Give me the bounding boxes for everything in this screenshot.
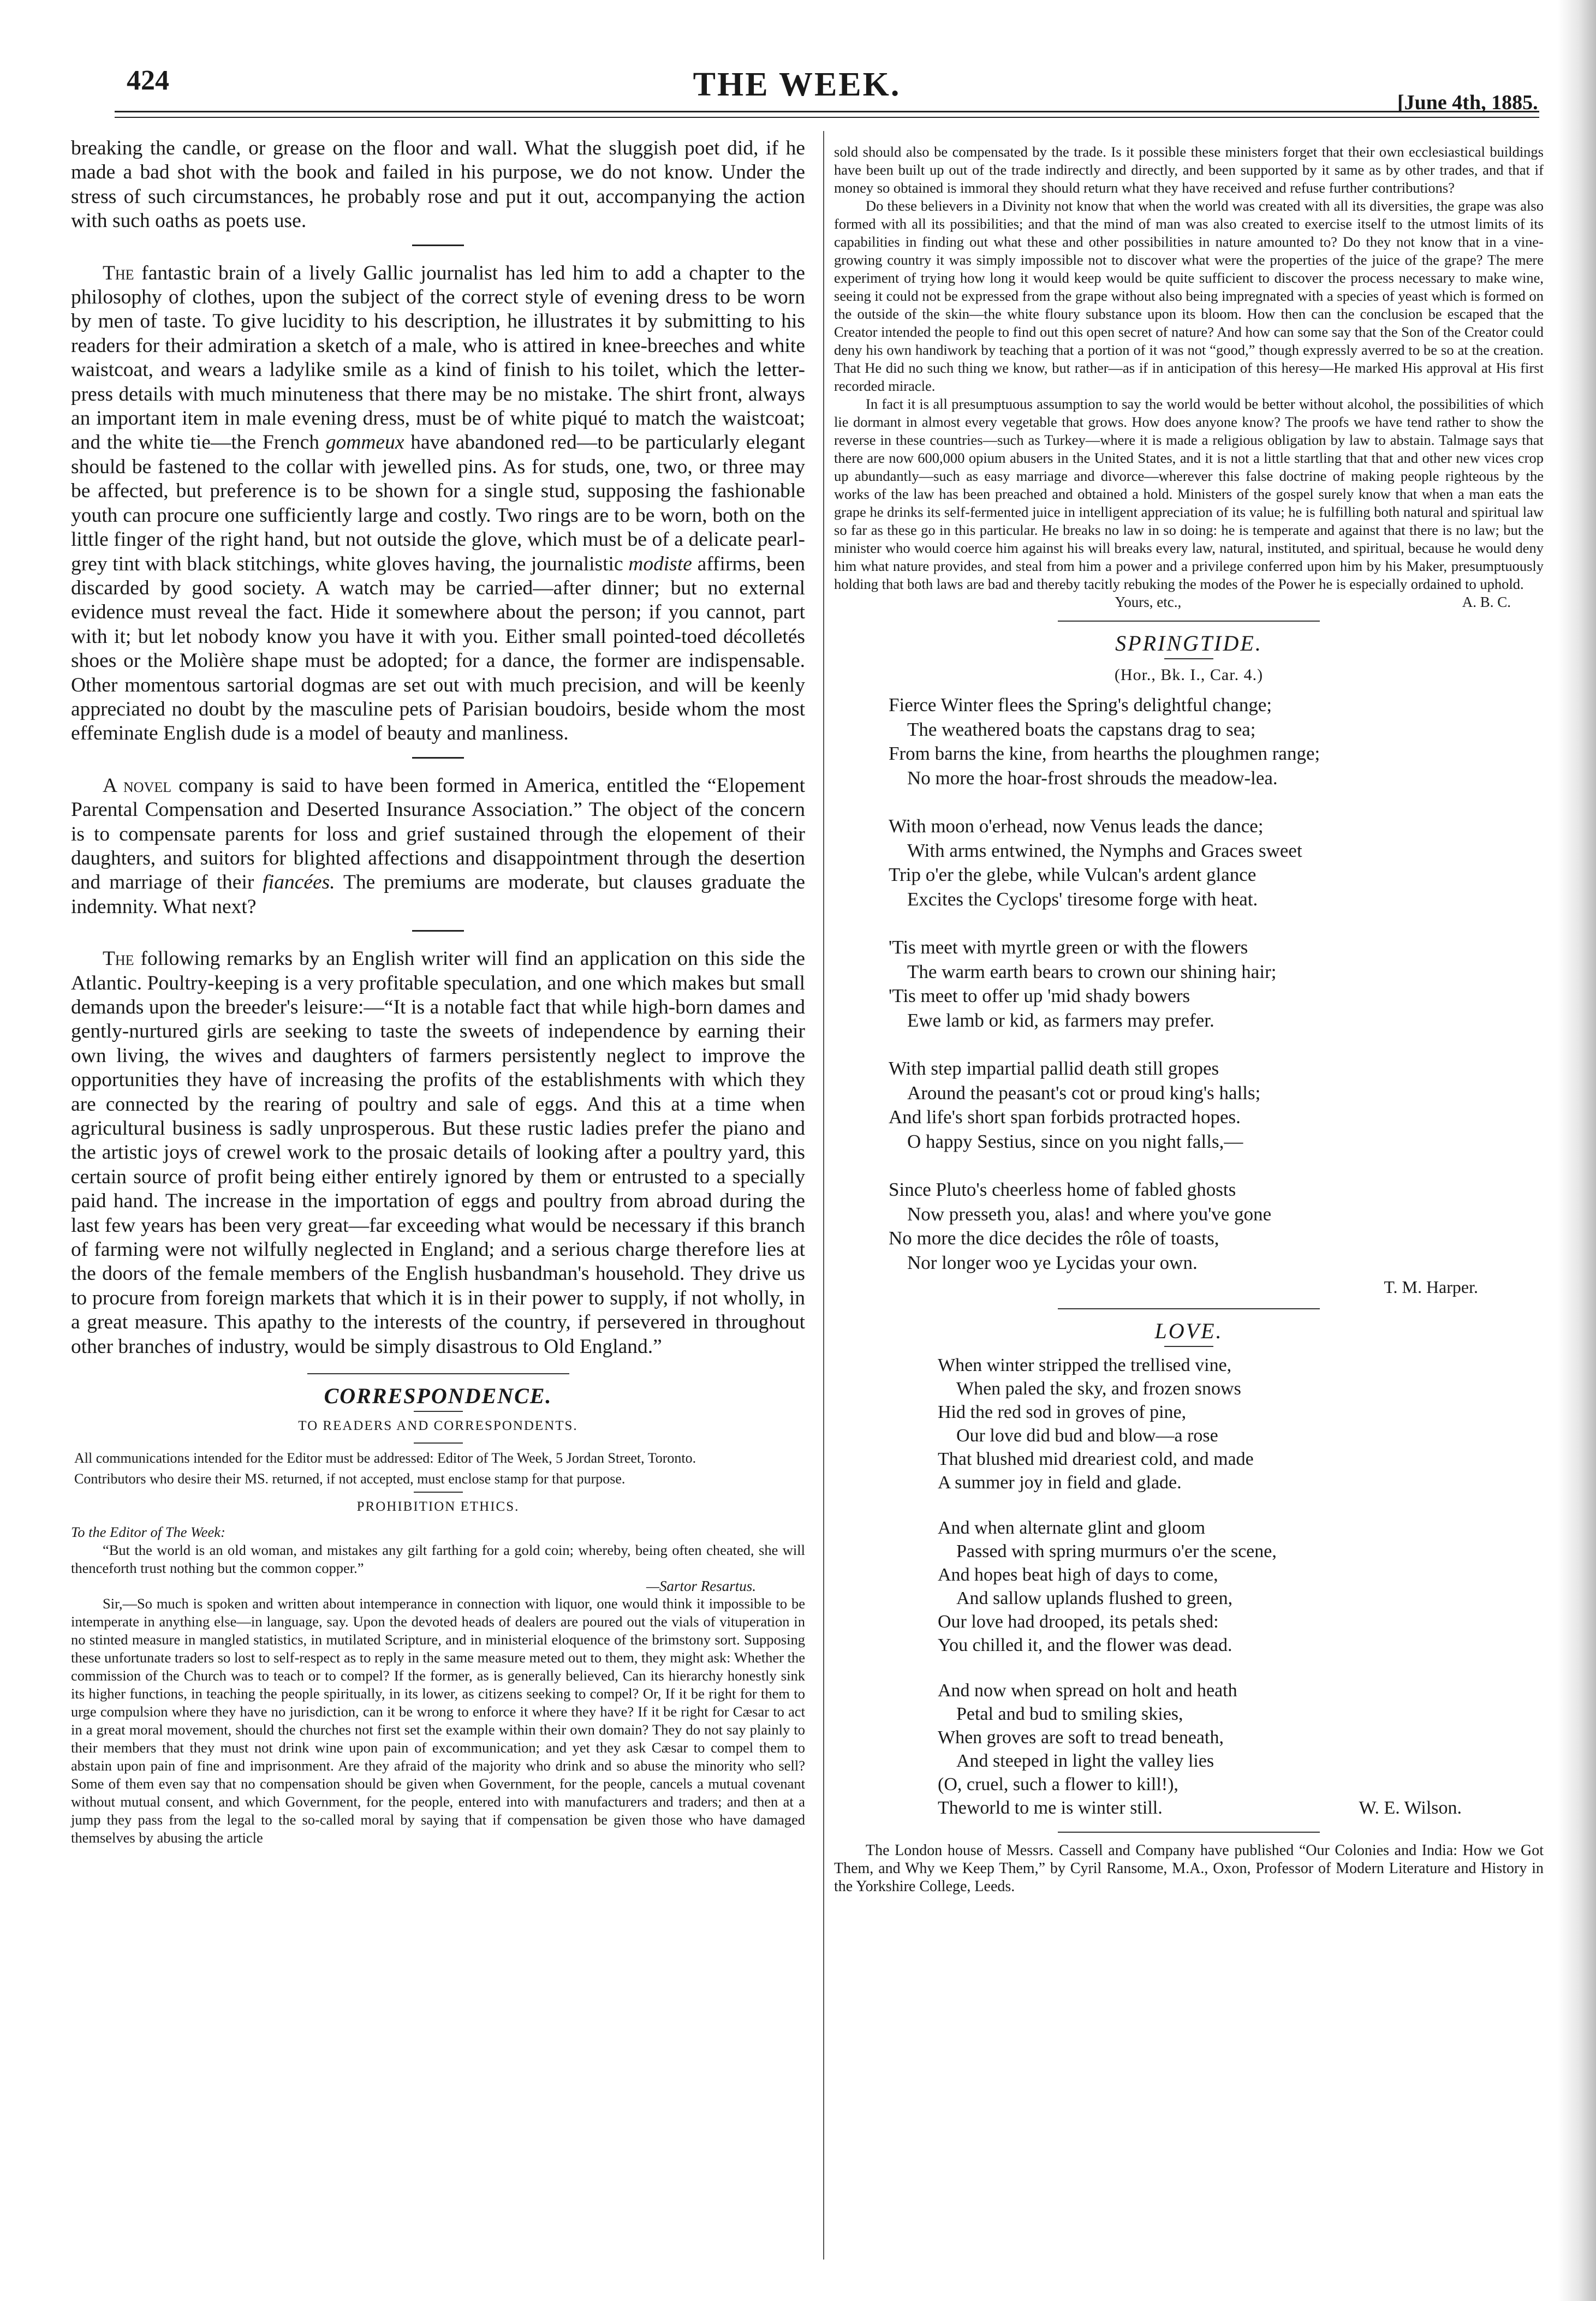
poem-line: Passed with spring murmurs o'er the scene, bbox=[956, 1541, 1277, 1561]
signoff-yours: Yours, etc., bbox=[1115, 594, 1182, 610]
poem-line: And life's short span forbids protracted hopes. bbox=[889, 1106, 1241, 1128]
poem-stanza bbox=[889, 935, 1544, 1033]
column-divider bbox=[823, 131, 824, 2260]
section-separator bbox=[412, 245, 464, 246]
letter-signoff bbox=[834, 593, 1544, 611]
lead-word: A novel bbox=[103, 774, 172, 797]
poem-line: And when alternate glint and gloom bbox=[938, 1518, 1206, 1538]
poem-line: With moon o'erhead, now Venus leads the dance; bbox=[889, 815, 1264, 837]
correspondence-rule bbox=[307, 1373, 569, 1374]
poem-line: With arms entwined, the Nymphs and Graces sweet bbox=[907, 839, 1302, 861]
poem-stanza bbox=[889, 693, 1544, 790]
poem-line: Now presseth you, alas! and where you've gone bbox=[907, 1203, 1272, 1225]
header-rule bbox=[115, 111, 1539, 112]
poem-line: You chilled it, and the flower was dead. bbox=[938, 1635, 1232, 1655]
section-separator bbox=[412, 757, 464, 759]
signoff-initials: A. B. C. bbox=[1462, 594, 1511, 610]
poem-line-with-author bbox=[938, 1796, 1462, 1820]
springtide-subtitle: (Hor., Bk. I., Car. 4.) bbox=[1114, 666, 1264, 684]
poem-line: Ewe lamb or kid, as farmers may prefer. bbox=[907, 1009, 1214, 1031]
note-rule bbox=[1058, 1832, 1320, 1833]
poem-line: With step impartial pallid death still gropes bbox=[889, 1058, 1219, 1079]
section-separator bbox=[412, 930, 464, 932]
poem-line: And hopes beat high of days to come, bbox=[938, 1565, 1218, 1585]
candle-paragraph: breaking the candle, or grease on the floor and wall. What the sluggish poet did, if he made a bad shot with the book and failed in his purpose, we do not know. Under the stress of such circumstances, he probably rose and put it out, accompanying the action with such oaths as poets use. bbox=[71, 137, 805, 233]
poem-line: Our love had drooped, its petals shed: bbox=[938, 1612, 1219, 1632]
editor-address-notice: All communications intended for the Editor must be addressed: Editor of The Week, 5 Jordan Street, Toronto. bbox=[74, 1450, 696, 1467]
letter-body-continued: sold should also be compensated by the trade. Is it possible these ministers forget that their own ecclesiastical buildings have been built up out of the trade indirectly and directly, and been supported by it same as by other trades, and that if money so obtained is immoral they should return what they have received and refuse further contributions? bbox=[834, 144, 1544, 196]
subheading-rule bbox=[414, 1442, 463, 1444]
poem-line: 'Tis meet with myrtle green or with the flowers bbox=[889, 937, 1248, 958]
header-rule-inner bbox=[115, 117, 1539, 118]
to-editor-salutation: To the Editor of The Week: bbox=[71, 1524, 225, 1541]
poem-line: Our love did bud and blow—a rose bbox=[956, 1426, 1218, 1446]
poem-line: 'Tis meet to offer up 'mid shady bowers bbox=[889, 985, 1190, 1006]
poem-line: When groves are soft to tread beneath, bbox=[938, 1727, 1224, 1748]
poem-stanza bbox=[889, 1178, 1544, 1275]
poem-line: That blushed mid dreariest cold, and made bbox=[938, 1449, 1254, 1469]
love-author: W. E. Wilson. bbox=[1359, 1798, 1462, 1818]
lead-word: The bbox=[103, 261, 134, 284]
poem-stanza bbox=[889, 814, 1544, 911]
poem-stanza bbox=[938, 1679, 1544, 1820]
issue-date: [June 4th, 1885. bbox=[1397, 91, 1538, 114]
poem-line: Around the peasant's cot or proud king's halls; bbox=[907, 1082, 1261, 1104]
poem-line: No more the dice decides the rôle of toasts, bbox=[889, 1227, 1219, 1249]
letter-title: PROHIBITION ETHICS. bbox=[356, 1499, 520, 1515]
poem-stanza bbox=[938, 1516, 1544, 1657]
poem-line: When winter stripped the trellised vine, bbox=[938, 1355, 1232, 1375]
page-number: 424 bbox=[127, 65, 169, 96]
right-column bbox=[834, 143, 1544, 1895]
epigraph-quote: “But the world is an old woman, and mistakes any gilt farthing for a gold coin; whereby, being often cheated, she will thenceforth trust nothing but the common copper.” bbox=[71, 1542, 805, 1577]
poem-line: O happy Sestius, since on you night falls,— bbox=[907, 1130, 1243, 1152]
poem-line: No more the hoar-frost shrouds the meadow-lea. bbox=[907, 767, 1278, 789]
masthead-title: THE WEEK. bbox=[693, 66, 901, 103]
poem-line: When paled the sky, and frozen snows bbox=[956, 1379, 1241, 1399]
elopement-paragraph: A novel company is said to have been formed in America, entitled the “Elopement Parental Compensation and Deserted Insurance Association.” The object of the concern is to compensate parents for loss and grief sustained through the elopement of their daughters, and suitors for blighted affections and disappointment through the desertion and marriage of their fiancées. The premiums are moderate, but clauses graduate the indemnity. What next? bbox=[71, 774, 805, 918]
readers-subheading: TO READERS AND CORRESPONDENTS. bbox=[298, 1418, 578, 1434]
poem-line: (O, cruel, such a flower to kill!), bbox=[938, 1774, 1178, 1795]
letter-divinity-paragraph: Do these believers in a Divinity not know that when the world was created with all its diversities, the grape was also formed with all its possibilities; and that the mind of man was also created to exercise itself to the utmost limits of its capabilities in finding out what these and other possibilities in nature amounted to? Do they not know that in a vine-growing country it was simply impossible not to discover what were the properties of the juice of the grape? The mere experiment of trying how long it would keep would be quite sufficient to discover the process necessary to make wine, seeing it could not be expressed from the grape without also being impregnated with a species of yeast which is formed on the outside of the skin—the white floury substance upon its bloom. How then can the conclusion be escaped that the Creator intended the people to find out this open secret of nature? And how can some say that the Son of the Creator could deny his own handiwork by teaching that a portion of it was not “good,” though expressly averred to be so at the creation. That He did no such thing we know, but rather—as if in anticipation of this heresy—He marked His approval at His first recorded miracle. bbox=[834, 198, 1544, 394]
letter-body-left: Sir,—So much is spoken and written about intemperance in connection with liquor, one would think it impossible to be intemperate in anything else—in language, say. Upon the devoted heads of dealers are poured out the vials of vituperation in no stinted measure in mangled statistics, in mutilated Scripture, and in ministerial eloquence of the brimstony sort. Supposing these unfortunate traders so lost to self-respect as to reply in the same measure meted out to them, they might ask: Whether the commission of the Church was to teach or to compel? If the former, as is generally believed, Can its hierarchy honestly sink its higher functions, in teaching the people spiritually, in its lower, as citizens seeking to compel? Or, If it be right for them to urge compulsion where they have no jurisdiction, can it be wrong to enforce it where they have? If it be right for Cæsar to act in a great moral movement, should the churches not first set the example within their own domain? They do not say plainly to their members that they must not drink wine upon pain of excommunication; and yet they ask Cæsar to compel them to abstain upon pain of fine and imprisonment. Are they afraid of the majority who drink and so abuse the minority who sell? Some of them even say that no compensation should be given when Government, for the people, cancels a mutual covenant without mutual consent, and which Government, for the people, entered into with manufacturers and traders; and then at a jump they pass from the legal to the so-called moral by saying that if compensation be given those who have damaged themselves by abusing the article bbox=[71, 1595, 805, 1846]
poem-stanza bbox=[938, 1354, 1544, 1494]
poem-line: Fierce Winter flees the Spring's delightful change; bbox=[889, 694, 1272, 716]
poem-line: And steeped in light the valley lies bbox=[956, 1751, 1214, 1771]
love-title: LOVE. bbox=[1154, 1319, 1223, 1343]
poem-line: Petal and bud to smiling skies, bbox=[956, 1704, 1183, 1724]
poem-line: Trip o'er the glebe, while Vulcan's ardent glance bbox=[889, 864, 1256, 885]
love-rule bbox=[1058, 1308, 1320, 1309]
poem-line: Since Pluto's cheerless home of fabled ghosts bbox=[889, 1179, 1236, 1200]
springtide-rule bbox=[1058, 621, 1320, 622]
springtide-underline bbox=[1164, 658, 1213, 659]
poem-line: And sallow uplands flushed to green, bbox=[956, 1588, 1233, 1608]
poem-line: A summer joy in field and glade. bbox=[938, 1473, 1182, 1493]
springtide-poem bbox=[834, 693, 1544, 1275]
scan-edge bbox=[1558, 0, 1596, 2301]
correspondence-heading: CORRESPONDENCE. bbox=[324, 1384, 552, 1409]
poem-line: From barns the kine, from hearths the ploughmen range; bbox=[889, 743, 1320, 764]
poem-line: Theworld to me is winter still. bbox=[938, 1798, 1163, 1818]
poem-stanza bbox=[889, 1057, 1544, 1154]
notice-rule bbox=[414, 1492, 463, 1493]
poem-line: Nor longer woo ye Lycidas your own. bbox=[907, 1251, 1198, 1273]
poem-line: The warm earth bears to crown our shining hair; bbox=[907, 961, 1277, 982]
poem-line: Excites the Cyclops' tiresome forge with heat. bbox=[907, 888, 1258, 910]
poem-line: Hid the red sod in groves of pine, bbox=[938, 1402, 1187, 1422]
cassell-note: The London house of Messrs. Cassell and Company have published “Our Colonies and India: How we Got Them, and Why we Keep Them,” by Cyril Ransome, M.A., Oxon, Professor of Modern Literature and History in the Yorkshire College, Leeds. bbox=[834, 1842, 1544, 1895]
poultry-paragraph: The following remarks by an English writer will find an application on this side the Atlantic. Poultry-keeping is a very profitable speculation, and one which makes but small demands upon the breeder's leisure:—“It is a notable fact that while high-born dames and gently-nurtured girls are seeking to taste the sweets of independence by earning their own living, the wives and daughters of farmers persistently neglect to improve the opportunities they have of increasing the profits of the establishments with which they are connected by the rearing of poultry and sale of eggs. And this at a time when agricultural business is sadly unprosperous. But these rustic ladies prefer the piano and the artistic joys of crewel work to the prosaic details of looking after a poultry yard, this certain source of profit being either entirely ignored by them or entrusted to a specially paid hand. The increase in the importation of eggs and poultry from abroad during the last few years has been very great—far exceeding what would be necessary if this branch of farming were not wilfully neglected in England; and a serious charge therefore lies at the doors of the female members of the English husbandman's household. They drive us to procure from foreign markets that which it is in their power to supply, if not wholly, in a great measure. This apathy to the interests of the country, if persevered in throughout other branches of industry, would be simply disastrous to Old England.” bbox=[71, 947, 806, 1358]
poem-line: And now when spread on holt and heath bbox=[938, 1680, 1237, 1701]
heading-underline bbox=[414, 1411, 463, 1412]
epigraph-source: —Sartor Resartus. bbox=[646, 1578, 756, 1595]
springtide-title: SPRINGTIDE. bbox=[1115, 631, 1262, 655]
poem-line: The weathered boats the capstans drag to sea; bbox=[907, 718, 1256, 740]
love-poem bbox=[834, 1354, 1544, 1820]
springtide-author: T. M. Harper. bbox=[1384, 1277, 1478, 1297]
love-underline bbox=[1164, 1346, 1213, 1347]
letter-assumption-paragraph: In fact it is all presumptuous assumption to say the world would be better without alcohol, the possibilities of which lie dormant in almost every vegetable that grows. How does anyone know? The proofs we have tend rather to show the reverse in these countries—such as Turkey—where it is made a religious obligation by law to abstain. Talmage says that there are now 600,000 opium abusers in the United States, and it is not a little startling that that and other new vices crop up abundantly—such as easy marriage and divorce—wherever this false doctrine of making people righteous by the works of the law has been preached and obtained a hold. Ministers of the gospel surely know that when a man eats the grape he drinks its self-fermented juice in intelligent appreciation of its value; he is fulfilling both natural and spiritual law so far as these go in this particular. He breaks no law in so doing: he is temperate and against that there is no law; but the minister who would coerce him against his will breaks every law, natural, instituted, and spiritual, because he would deny him what nature provides, and steal from him a power and a privilege conferred upon him by his Maker, presumptuously holding that both laws are bad and thereby tacitly rebuking the modes of the Power he is especially ordained to uphold. bbox=[834, 396, 1544, 592]
left-column bbox=[71, 136, 805, 1847]
evening-dress-paragraph: The fantastic brain of a lively Gallic journalist has led him to add a chapter to the philosophy of clothes, upon the subject of the correct style of evening dress to be worn by men of taste. To give lucidity to his description, he illustrates it by submitting to his readers for their admiration a sketch of a male, who is attired in knee-breeches and white waistcoat, and wears a ladylike smile as a kind of finish to his toilet, which the letter-press details with much minuteness that there may be no mistake. The shirt front, always an important item in male evening dress, must be of white piqué to match the waistcoat; and the white tie—the French gommeux have abandoned red—to be particularly elegant should be fastened to the collar with jewelled pins. As for studs, one, two, or three may be affected, but preference is to be shown for a single stud, supposing the fashionable youth can procure one sufficiently large and costly. Two rings are to be worn, both on the little finger of the right hand, but not outside the glove, which must be of a delicate pearl-grey tint with black stitchings, white gloves having, the journalistic modiste affirms, been discarded by good society. A watch may be carried—after dinner; but no external evidence must reveal the fact. Hide it somewhere about the person; if you cannot, part with it; but let nobody know you have it with you. Either small pointed-toed décolletés shoes or the Molière shape must be adopted; for a dance, the former are indispensable. Other momentous sartorial dogmas are set out with much precision, and will be keenly appreciated no doubt by the masculine pets of Parisian boudoirs, beside whom the most effeminate English dude is a model of beauty and manliness. bbox=[71, 261, 806, 745]
contributors-notice: Contributors who desire their MS. returned, if not accepted, must enclose stamp for that purpose. bbox=[74, 1471, 626, 1487]
lead-word: The bbox=[103, 947, 134, 970]
